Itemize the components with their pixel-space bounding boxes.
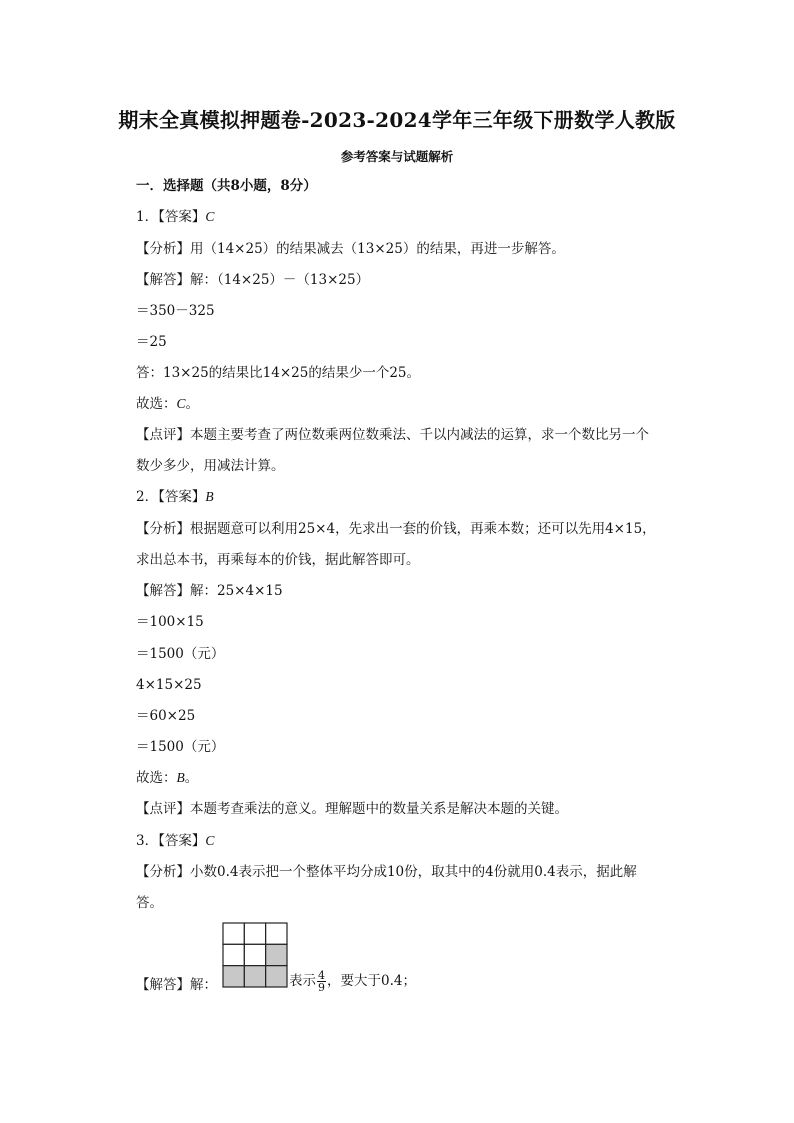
q2-choice-prefix: 故选：	[136, 770, 177, 786]
grid-cell-shaded	[266, 966, 287, 987]
q2-choice-suffix: 。	[184, 770, 199, 786]
q2-choice-answer: B	[176, 770, 185, 785]
q2-number: 2．	[136, 489, 159, 505]
q2-solution-1: 【解答】解：25×4×15	[136, 583, 283, 599]
q2-solution-3: ＝1500（元）	[136, 646, 225, 662]
q2-comment: 【点评】本题考查乘法的意义。理解题中的数量关系是解决本题的关键。	[136, 801, 568, 817]
q2-solution-4: 4×15×25	[136, 677, 202, 693]
q3-number: 3．	[136, 833, 159, 849]
q2-answer-tag: 【答案】	[158, 489, 206, 505]
q1-choice-prefix: 故选：	[136, 396, 177, 412]
q3-analysis-1: 【分析】小数0.4表示把一个整体平均分成10份，取其中的4份就用0.4表示，据此解	[136, 864, 637, 880]
q1-answer: C	[205, 209, 215, 224]
grid-cell-shaded	[244, 966, 265, 987]
fraction-denominator: 9	[318, 981, 325, 994]
section-heading: 一．选择题（共8小题，8分）	[136, 178, 317, 194]
q3-solution-rest	[289, 968, 416, 994]
q2-answer: B	[205, 489, 214, 504]
q2-analysis-2: 求出总本书，再乘每本的价钱，据此解答即可。	[136, 552, 420, 568]
fraction-grid-figure	[222, 922, 288, 988]
q1-answer-tag: 【答案】	[158, 209, 206, 225]
q1-solution-3: ＝25	[136, 334, 167, 350]
grid-cell	[223, 923, 244, 944]
q1-solution-2: ＝350－325	[136, 303, 215, 319]
grid-cell	[244, 944, 265, 965]
q3-answer: C	[205, 833, 215, 848]
q1-choice	[136, 395, 199, 413]
fraction-four-ninths	[317, 970, 326, 993]
grid-cell	[266, 923, 287, 944]
document-subtitle: 参考答案与试题解析	[340, 149, 454, 164]
q1-number: 1．	[136, 209, 159, 225]
q1-solution-1: 【解答】解：（14×25）－（13×25）	[136, 272, 370, 288]
q3-solution-post: ，要大于0.4；	[327, 973, 416, 989]
fraction-numerator: 4	[318, 969, 325, 982]
q3-solution-mid: 表示	[289, 973, 316, 989]
q1-choice-suffix: 。	[185, 396, 200, 412]
q2-solution-2: ＝100×15	[136, 614, 204, 630]
q3-analysis-2: 答。	[136, 895, 163, 911]
q1-choice-answer: C	[176, 396, 186, 411]
q1-comment-2: 数少多少，用减法计算。	[136, 458, 285, 474]
grid-cell	[244, 923, 265, 944]
grid-cell-shaded	[266, 944, 287, 965]
grid-cell	[223, 944, 244, 965]
q1-comment-1: 【点评】本题主要考查了两位数乘两位数乘法、千以内减法的运算，求一个数比另一个	[136, 427, 649, 443]
q2-solution-6: ＝1500（元）	[136, 739, 225, 755]
q1-analysis: 【分析】用（14×25）的结果减去（13×25）的结果，再进一步解答。	[136, 241, 565, 257]
q3-solution-prefix: 【解答】解：	[136, 977, 217, 993]
grid-cell-shaded	[223, 966, 244, 987]
q1-solution-4: 答：13×25的结果比14×25的结果少一个25。	[136, 365, 421, 381]
q3-answer-tag: 【答案】	[158, 833, 206, 849]
q2-answer-line	[136, 488, 214, 506]
document-title: 期末全真模拟押题卷-2023-2024学年三年级下册数学人教版	[118, 108, 676, 132]
q2-analysis-1: 【分析】根据题意可以利用25×4，先求出一套的价钱，再乘本数；还可以先用4×15，	[136, 521, 656, 537]
q2-choice	[136, 769, 198, 787]
q1-answer-line	[136, 208, 214, 226]
q3-answer-line	[136, 832, 214, 850]
q2-solution-5: ＝60×25	[136, 708, 196, 724]
